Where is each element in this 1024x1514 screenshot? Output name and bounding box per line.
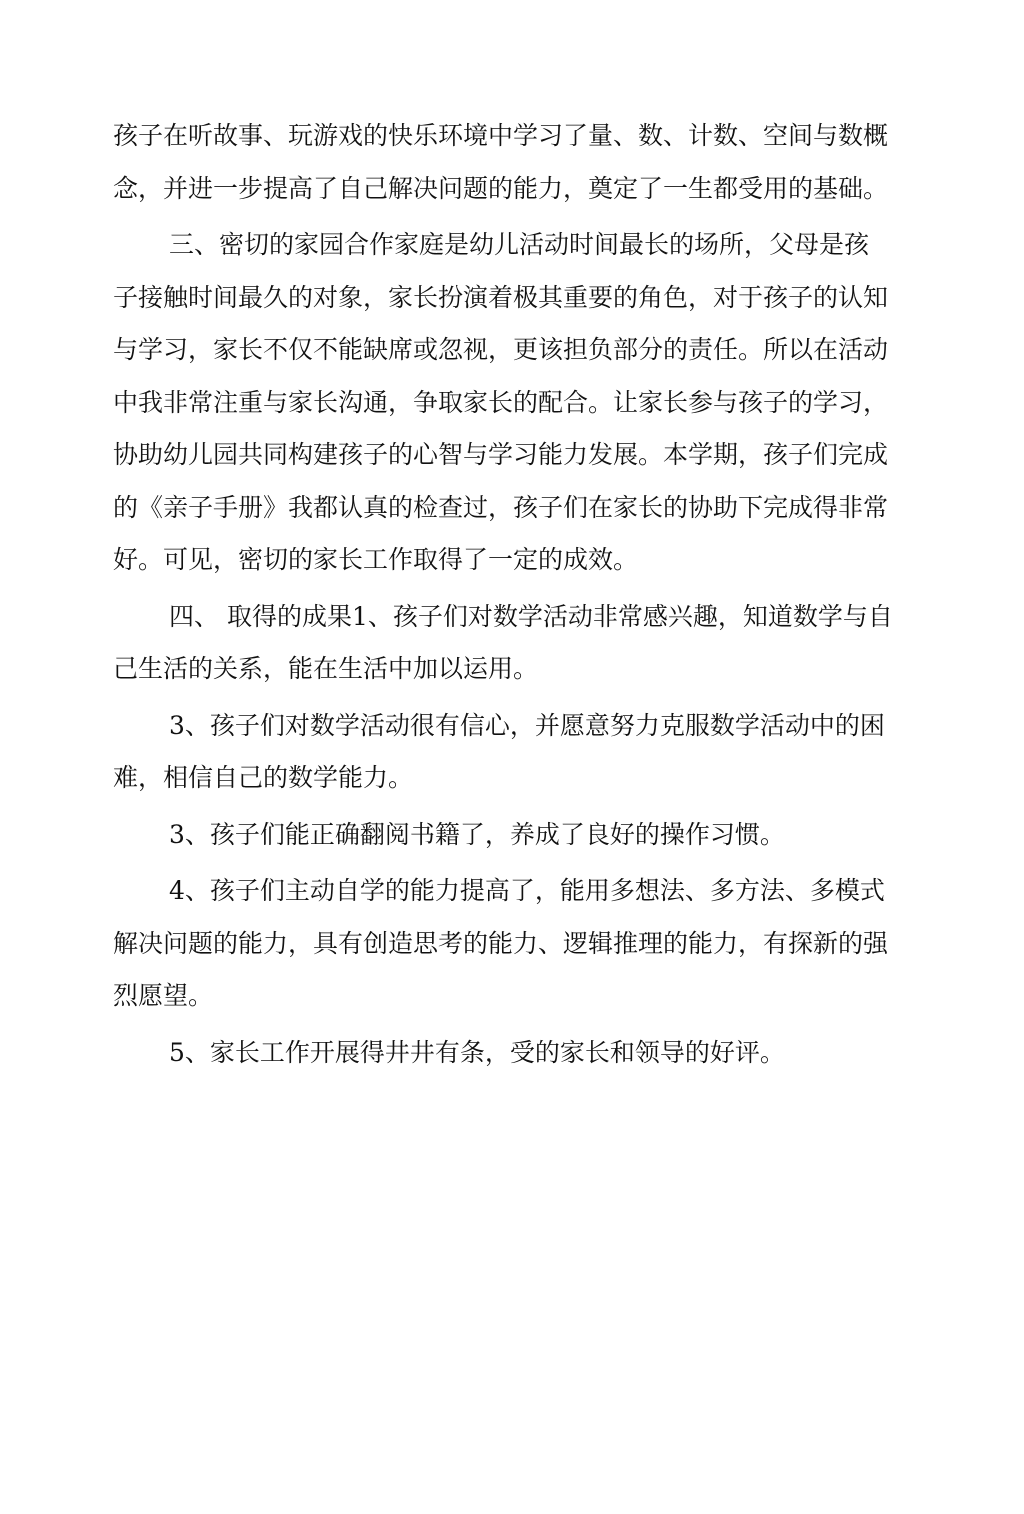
paragraph-continuation: 孩子在听故事、玩游戏的快乐环境中学习了量、数、计数、空间与数概念，并进一步提高了自己解决问题的能力，奠定了一生都受用的基础。 (113, 121, 889, 203)
paragraph-result-parents: 5、家长工作开展得井井有条，受的家长和领导的好评。 (169, 1037, 785, 1067)
paragraph-result-self-study: 4、孩子们主动自学的能力提高了，能用多想法、多方法、多模式解决问题的能力，具有创造思考的能力、逻辑推理的能力，有探新的强烈愿望。 (113, 876, 889, 1010)
paragraph-result-confidence: 3、孩子们对数学活动很有信心，并愿意努力克服数学活动中的困难，相信自己的数学能力。 (113, 710, 885, 792)
paragraph-section-three: 三、密切的家园合作家庭是幼儿活动时间最长的场所，父母是孩子接触时间最久的对象，家长扮演着极其重要的角色，对于孩子的认知与学习，家长不仅不能缺席或忽视，更该担负部分的责任。所以在活动中我非常注重与家长沟通，争取家长的配合。让家长参与孩子的学习，协助幼儿园共同构建孩子的心智与学习能力发展。本学期，孩子们完成的《亲子手册》我都认真的检查过，孩子们在家长的协助下完成得非常好。可见，密切的家长工作取得了一定的成效。 (113, 230, 889, 574)
paragraph-result-reading: 3、孩子们能正确翻阅书籍了，养成了良好的操作习惯。 (169, 819, 785, 849)
paragraph-section-four: 四、 取得的成果1、孩子们对数学活动非常感兴趣，知道数学与自己生活的关系，能在生活中加以运用。 (113, 601, 893, 683)
document-body (113, 110, 893, 1083)
